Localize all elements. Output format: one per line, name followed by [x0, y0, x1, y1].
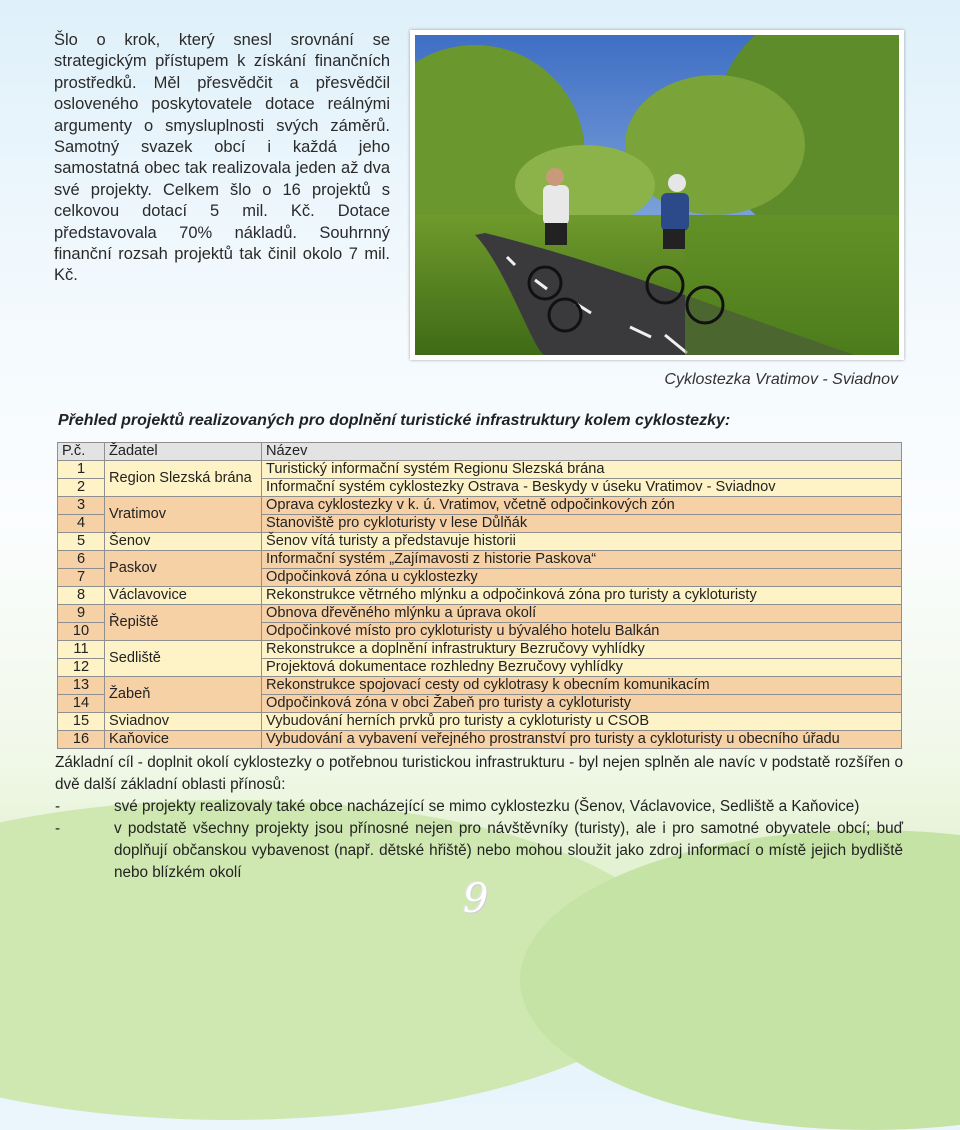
intro-paragraph: Šlo o krok, který snesl srovnání se strategickým přístupem k získání finančních prostředků. Měl přesvědčit a přesvědčil osloveného poskytovatele dotace reálnými argumenty o smysluplnosti svých záměrů. Samotný svazek obcí i každá jeho samostatná obec tak realizovala jeden až dva své projekty. Celkem šlo o 16 projektů s celkovou dotací 5 mil. Kč. Dotace představovala 70% nákladů. Souhrnný finanční rozsah projektů tak činil okolo 7 mil. Kč.	[54, 31, 390, 285]
row-project-name: Turistický informační systém Regionu Slezská brána	[262, 461, 902, 479]
goal-section	[55, 752, 903, 884]
row-applicant: Sviadnov	[105, 713, 262, 731]
row-project-name: Odpočinkové místo pro cykloturisty u bývalého hotelu Balkán	[262, 623, 902, 641]
row-project-name: Odpočinková zóna v obci Žabeň pro turisty a cykloturisty	[262, 695, 902, 713]
row-applicant: Šenov	[105, 533, 262, 551]
row-number: 11	[58, 641, 105, 659]
row-project-name: Projektová dokumentace rozhledny Bezručovy vyhlídky	[262, 659, 902, 677]
table-row	[58, 641, 902, 659]
row-number: 6	[58, 551, 105, 569]
row-number: 3	[58, 497, 105, 515]
list-item	[55, 818, 903, 884]
row-number: 4	[58, 515, 105, 533]
cyclists-photo	[415, 35, 899, 355]
row-number: 2	[58, 479, 105, 497]
row-applicant: Sedliště	[105, 641, 262, 677]
row-applicant: Žabeň	[105, 677, 262, 713]
table-row	[58, 551, 902, 569]
list-item	[55, 796, 903, 818]
row-applicant: Václavovice	[105, 587, 262, 605]
page-number: 9	[463, 876, 489, 922]
row-project-name: Vybudování herních prvků pro turisty a cykloturisty u CSOB	[262, 713, 902, 731]
table-row	[58, 731, 902, 749]
row-number: 5	[58, 533, 105, 551]
row-number: 12	[58, 659, 105, 677]
row-number: 15	[58, 713, 105, 731]
table-row	[58, 605, 902, 623]
table-row	[58, 713, 902, 731]
photo-frame	[410, 30, 904, 360]
row-project-name: Obnova dřevěného mlýnku a úprava okolí	[262, 605, 902, 623]
row-number: 10	[58, 623, 105, 641]
row-project-name: Rekonstrukce větrného mlýnku a odpočinková zóna pro turisty a cykloturisty	[262, 587, 902, 605]
table-row	[58, 677, 902, 695]
row-number: 9	[58, 605, 105, 623]
row-project-name: Oprava cyklostezky v k. ú. Vratimov, včetně odpočinkových zón	[262, 497, 902, 515]
row-project-name: Stanoviště pro cykloturisty v lese Důlňák	[262, 515, 902, 533]
table-row	[58, 497, 902, 515]
table-row	[58, 533, 902, 551]
row-applicant: Paskov	[105, 551, 262, 587]
list-item-text: v podstatě všechny projekty jsou přínosné nejen pro návštěvníky (turisty), ale i pro samotné obyvatele obcí; buď doplňují občanskou vybavenost (např. dětské hřiště) nebo mohou sloužit jako zdroj informací o místě jejich bydliště nebo blízkém okolí	[114, 820, 903, 881]
header-applicant: Žadatel	[105, 443, 262, 461]
table-row	[58, 461, 902, 479]
table-title: Přehled projektů realizovaných pro doplnění turistické infrastruktury kolem cyklostezky:	[58, 412, 731, 429]
row-project-name: Informační systém cyklostezky Ostrava - Beskydy v úseku Vratimov - Sviadnov	[262, 479, 902, 497]
list-dash: -	[55, 798, 61, 815]
row-applicant: Region Slezská brána	[105, 461, 262, 497]
goal-paragraph: Základní cíl - doplnit okolí cyklostezky o potřebnou turistickou infrastrukturu - byl nejen splněn ale navíc v podstatě rozšířen o dvě další základní oblasti přínosů:	[55, 754, 903, 793]
row-number: 8	[58, 587, 105, 605]
row-project-name: Odpočinková zóna u cyklostezky	[262, 569, 902, 587]
row-project-name: Vybudování a vybavení veřejného prostranství pro turisty a cykloturisty u obecního úřadu	[262, 731, 902, 749]
row-project-name: Šenov vítá turisty a představuje historii	[262, 533, 902, 551]
projects-table	[57, 442, 902, 749]
row-number: 13	[58, 677, 105, 695]
benefits-list	[55, 796, 903, 884]
table-header-row	[58, 443, 902, 461]
row-number: 14	[58, 695, 105, 713]
row-project-name: Rekonstrukce a doplnění infrastruktury Bezručovy vyhlídky	[262, 641, 902, 659]
row-project-name: Rekonstrukce spojovací cesty od cyklotrasy k obecním komunikacím	[262, 677, 902, 695]
photo-caption: Cyklostezka Vratimov - Sviadnov	[664, 371, 898, 388]
table-row	[58, 587, 902, 605]
header-name: Název	[262, 443, 902, 461]
row-number: 1	[58, 461, 105, 479]
header-number: P.č.	[58, 443, 105, 461]
row-project-name: Informační systém „Zajímavosti z historie Paskova“	[262, 551, 902, 569]
row-applicant: Kaňovice	[105, 731, 262, 749]
list-item-text: své projekty realizovaly také obce nacházející se mimo cyklostezku (Šenov, Václavovice, Sedliště a Kaňovice)	[114, 798, 860, 815]
row-applicant: Řepiště	[105, 605, 262, 641]
row-number: 16	[58, 731, 105, 749]
row-number: 7	[58, 569, 105, 587]
list-dash: -	[55, 820, 61, 837]
row-applicant: Vratimov	[105, 497, 262, 533]
